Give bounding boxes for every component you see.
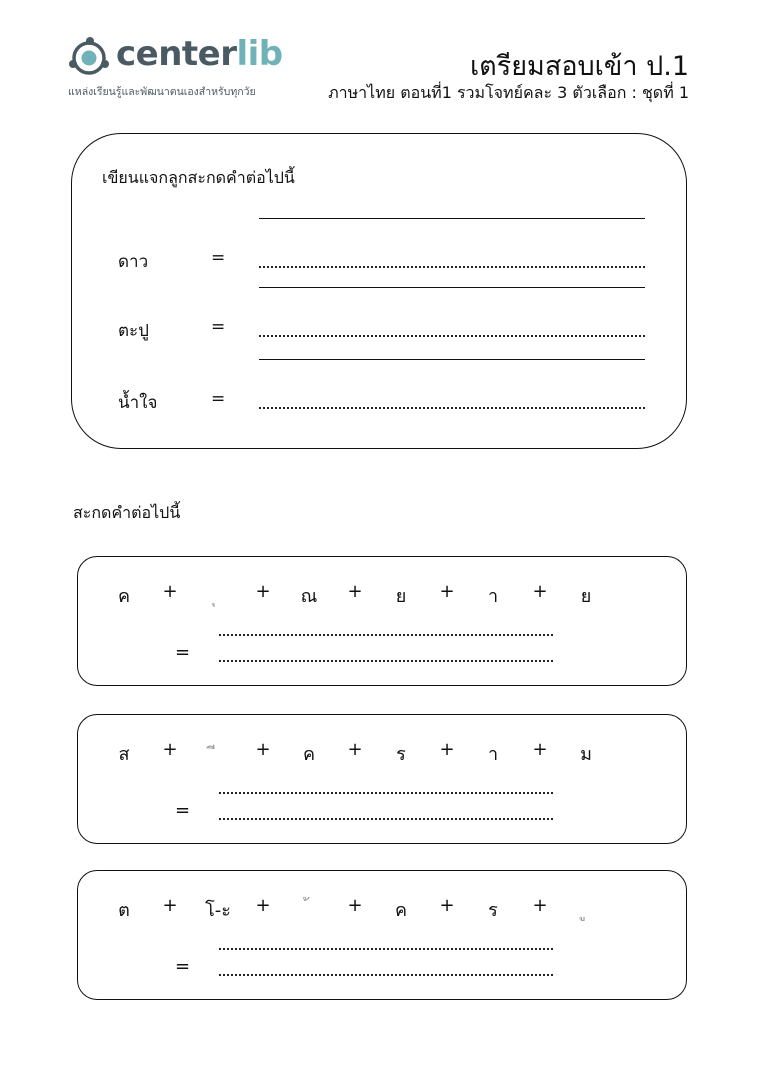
page-title: เตรียมสอบเข้า ป.1 xyxy=(469,51,689,82)
letter-token: ย xyxy=(395,586,407,607)
plus-sign: + xyxy=(532,895,548,916)
letter-token: ร xyxy=(488,900,498,921)
equals-sign: = xyxy=(211,389,226,409)
plus-sign: + xyxy=(347,581,363,602)
plus-sign: + xyxy=(532,581,548,602)
answer-line[interactable] xyxy=(259,359,645,360)
spelling-problem-box xyxy=(77,714,687,844)
letter-token: ค xyxy=(117,586,131,607)
section2-instruction: สะกดคำต่อไปนี้ xyxy=(73,503,181,522)
equals-sign: = xyxy=(175,956,191,977)
plus-sign: + xyxy=(439,739,455,760)
answer-line[interactable] xyxy=(259,287,645,288)
answer-dotted-line[interactable] xyxy=(219,634,553,636)
logo-wordmark: centerlib xyxy=(116,34,283,74)
breakdown-word: น้ำใจ xyxy=(118,393,158,413)
molecule-logo-icon xyxy=(66,34,112,80)
vowel-token xyxy=(198,581,234,610)
answer-dotted-line[interactable] xyxy=(259,335,645,337)
breakdown-word: ดาว xyxy=(118,252,149,272)
answer-dotted-line[interactable] xyxy=(259,266,645,268)
breakdown-word: ตะปู xyxy=(118,321,149,341)
plus-sign: + xyxy=(162,895,178,916)
plus-sign: + xyxy=(162,739,178,760)
letter-token: ม xyxy=(580,744,592,765)
equals-sign: = xyxy=(175,642,191,663)
answer-line[interactable] xyxy=(259,218,645,219)
plus-sign: + xyxy=(347,895,363,916)
letter-token: ย xyxy=(580,586,592,607)
answer-dotted-line[interactable] xyxy=(259,407,645,409)
answer-dotted-line[interactable] xyxy=(219,792,553,794)
answer-dotted-line[interactable] xyxy=(219,948,553,950)
vowel-token xyxy=(198,739,234,768)
plus-sign: + xyxy=(255,895,271,916)
plus-sign: + xyxy=(439,581,455,602)
plus-sign: + xyxy=(347,739,363,760)
answer-dotted-line[interactable] xyxy=(219,818,553,820)
letter-token: า xyxy=(487,586,499,607)
breakdown-row xyxy=(72,218,688,278)
plus-sign: + xyxy=(162,581,178,602)
spelling-breakdown-box xyxy=(71,133,687,449)
plus-sign: + xyxy=(255,581,271,602)
tone-mark-token xyxy=(291,895,327,924)
equals-sign: = xyxy=(211,317,226,337)
spelling-problem-box xyxy=(77,870,687,1000)
breakdown-row xyxy=(72,287,688,347)
spelling-problem-box xyxy=(77,556,687,686)
letter-token: ร xyxy=(396,744,406,765)
letter-token: ต xyxy=(118,900,130,921)
equals-sign: = xyxy=(211,248,226,268)
section1-instruction: เขียนแจกลูกสะกดคำต่อไปนี้ xyxy=(102,168,295,187)
breakdown-row xyxy=(72,359,688,419)
plus-sign: + xyxy=(439,895,455,916)
vowel-token: โ-ะ xyxy=(205,900,231,921)
brand-logo xyxy=(66,34,296,104)
equals-sign: = xyxy=(175,800,191,821)
vowel-token xyxy=(568,895,604,924)
answer-dotted-line[interactable] xyxy=(219,974,553,976)
letter-token: ค xyxy=(394,900,408,921)
letter-token: ส xyxy=(118,744,130,765)
plus-sign: + xyxy=(532,739,548,760)
answer-dotted-line[interactable] xyxy=(219,660,553,662)
logo-tagline: แหล่งเรียนรู้และพัฒนาตนเองสำหรับทุกวัย xyxy=(68,86,256,98)
page-subtitle: ภาษาไทย ตอนที่1 รวมโจทย์คละ 3 ตัวเลือก : ชุดที่ 1 xyxy=(328,83,689,102)
letter-token: ณ xyxy=(300,586,318,607)
plus-sign: + xyxy=(255,739,271,760)
letter-token: า xyxy=(487,744,499,765)
letter-token: ค xyxy=(302,744,316,765)
